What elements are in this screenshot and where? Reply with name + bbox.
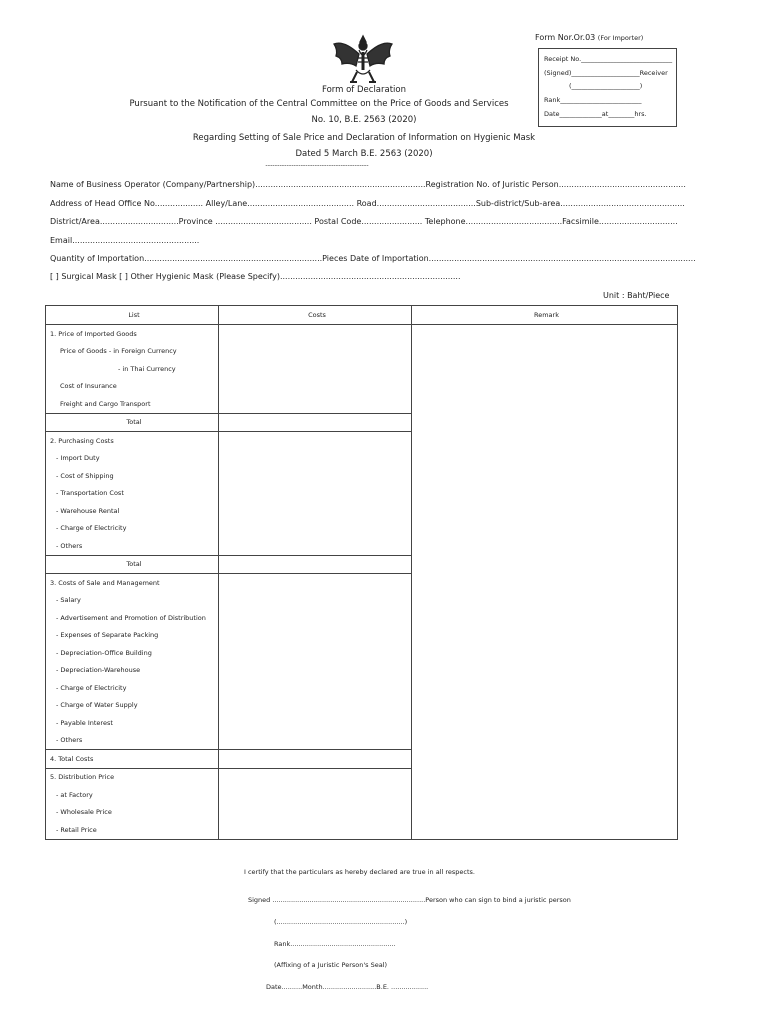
header-subject: Regarding Setting of Sale Price and Declaration of Information on Hygienic Mask [192, 133, 536, 143]
receipt-name-field[interactable]: (_____________________) [569, 82, 643, 90]
remark-cell[interactable] [412, 325, 678, 840]
row-label: - Charge of Electricity [46, 679, 219, 697]
row-label: - Wholesale Price [46, 804, 219, 822]
header-costs: Costs [219, 306, 412, 325]
mask-type-checkboxes[interactable]: [ ] Surgical Mask [ ] Other Hygienic Mask (Please Specify)....................................................................... [50, 272, 461, 281]
total-label: Total [46, 413, 219, 432]
row-label: 1. Price of Imported Goods [46, 325, 219, 343]
row-label: Price of Goods - in Foreign Currency [46, 343, 219, 361]
receipt-date-field[interactable]: Date_____________at________hrs. [544, 110, 647, 118]
email-field[interactable]: Email.................................................. [50, 236, 200, 245]
garuda-emblem-icon [330, 30, 396, 86]
signer-rank-field[interactable]: Rank................................................... [274, 940, 396, 948]
row-label: Cost of Insurance [46, 378, 219, 396]
certify-statement: I certify that the particulars as hereby declared are true in all respects. [244, 868, 475, 876]
header-number: No. 10, B.E. 2563 (2020) [311, 115, 417, 125]
row-label: 3. Costs of Sale and Management [46, 574, 219, 592]
quantity-field[interactable]: Quantity of Importation......................................................................Pieces Date of Importation......................................................................................................... [50, 254, 696, 263]
header-remark: Remark [412, 306, 678, 325]
row-label: - Charge of Water Supply [46, 697, 219, 715]
row-label: - Others [46, 537, 219, 555]
row-label: - Charge of Electricity [46, 520, 219, 538]
row-label: - Depreciation-Office Building [46, 644, 219, 662]
row-label: - in Thai Currency [46, 360, 219, 378]
row-label: - at Factory [46, 786, 219, 804]
header-date: Dated 5 March B.E. 2563 (2020) [295, 149, 433, 159]
row-label: - Cost of Shipping [46, 467, 219, 485]
row-label: - Depreciation-Warehouse [46, 662, 219, 680]
costs-cell[interactable] [219, 750, 412, 769]
row-label: - Retail Price [46, 821, 219, 839]
costs-cell[interactable] [219, 574, 412, 750]
row-label: - Import Duty [46, 450, 219, 468]
row-label: - Warehouse Rental [46, 502, 219, 520]
receipt-signed-field[interactable]: (Signed)_____________________Receiver [544, 69, 668, 77]
unit-label: Unit : Baht/Piece [603, 291, 670, 300]
signature-field[interactable]: Signed ..........................................................................Person who can sign to bind a juristic person [248, 896, 571, 904]
costs-cell[interactable] [219, 432, 412, 556]
costs-cell[interactable] [219, 325, 412, 414]
costs-cell[interactable] [219, 413, 412, 432]
row-label: - Others [46, 732, 219, 750]
row-label: - Salary [46, 592, 219, 610]
receipt-rank-field[interactable]: Rank_________________________ [544, 96, 642, 104]
costs-cell[interactable] [219, 768, 412, 839]
total-label: Total [46, 555, 219, 574]
table-header-row [46, 306, 678, 325]
row-label: - Expenses of Separate Packing [46, 627, 219, 645]
row-label: - Transportation Cost [46, 485, 219, 503]
row-label: 4. Total Costs [46, 750, 219, 769]
row-label: 2. Purchasing Costs [46, 432, 219, 450]
row-label: - Advertisement and Promotion of Distribution [46, 609, 219, 627]
form-number-suffix: (For Importer) [597, 34, 644, 42]
address-field[interactable]: Address of Head Office No................... Alley/Lane.......................................... Road.......................................Sub-district/Sub-area................................................. [50, 199, 685, 208]
signer-name-field[interactable]: (..............................................................) [274, 918, 408, 926]
seal-note: (Affixing of a Juristic Person's Seal) [274, 961, 388, 969]
row-label: - Payable Interest [46, 714, 219, 732]
form-number-label: Form Nor.Or.03 [535, 33, 596, 42]
table-row [46, 325, 678, 343]
row-label: Freight and Cargo Transport [46, 395, 219, 413]
row-label: 5. Distribution Price [46, 768, 219, 786]
header-divider: -------------------------------------------- [265, 161, 369, 169]
business-operator-field[interactable]: Name of Business Operator (Company/Partnership)...................................................................Registration No. of Juristic Person.................................................. [50, 180, 686, 189]
district-field[interactable]: District/Area...............................Province ...................................... Postal Code........................ Telephone......................................Facsimile............................... [50, 217, 678, 226]
header-notification: Pursuant to the Notification of the Central Committee on the Price of Goods and Services [129, 99, 509, 109]
header-list: List [46, 306, 219, 325]
costs-cell[interactable] [219, 555, 412, 574]
costs-table [45, 305, 678, 840]
certify-date-field[interactable]: Date..........Month..........................B.E. .................. [266, 983, 429, 991]
receipt-no-field[interactable]: Receipt No.____________________________ [544, 55, 673, 63]
form-number [535, 33, 643, 42]
form-title: Form of Declaration [321, 85, 406, 95]
